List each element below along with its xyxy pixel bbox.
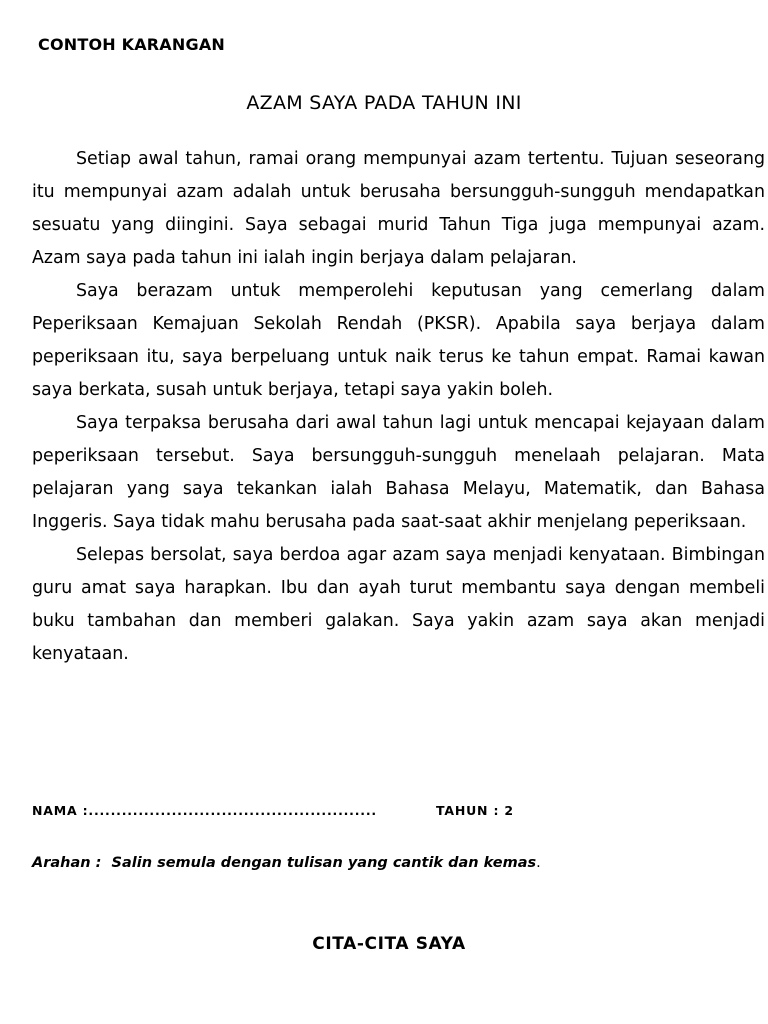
essay-paragraph: Selepas bersolat, saya berdoa agar azam saya menjadi kenyataan. Bimbingan guru amat saya harapkan. Ibu dan ayah turut membantu saya dengan membeli buku tambahan dan memberi galakan. Saya yakin azam saya akan menjadi kenyataan.: [32, 545, 765, 664]
instruction-label: Arahan :: [32, 855, 102, 871]
instruction-text: Salin semula dengan tulisan yang cantik dan kemas: [111, 855, 537, 871]
instruction: [32, 855, 541, 871]
essay-paragraph: Setiap awal tahun, ramai orang mempunyai azam tertentu. Tujuan seseorang itu mempunyai azam adalah untuk berusaha bersungguh-sungguh mendapatkan sesuatu yang diingini. Saya sebagai murid Tahun Tiga juga mempunyai azam. Azam saya pada tahun ini ialah ingin berjaya dalam pelajaran.: [32, 149, 765, 268]
essay-paragraph: Saya berazam untuk memperolehi keputusan yang cemerlang dalam Peperiksaan Kemajuan Sekolah Rendah (PKSR). Apabila saya berjaya dalam peperiksaan itu, saya berpeluang untuk naik terus ke tahun empat. Ramai kawan saya berkata, susah untuk berjaya, tetapi saya yakin boleh.: [32, 281, 765, 400]
instruction-period: .: [536, 855, 541, 871]
essay-body: [32, 143, 765, 671]
essay-paragraph: Saya terpaksa berusaha dari awal tahun lagi untuk mencapai kejayaan dalam peperiksaan tersebut. Saya bersungguh-sungguh menelaah pelajaran. Mata pelajaran yang saya tekankan ialah Bahasa Melayu, Matematik, dan Bahasa Inggeris. Saya tidak mahu berusaha pada saat-saat akhir menjelang peperiksaan.: [32, 413, 765, 532]
nama-field: NAMA :....................................................: [32, 803, 377, 818]
next-essay-title: CITA-CITA SAYA: [312, 934, 466, 954]
name-field-row: [32, 803, 514, 818]
tahun-field: TAHUN : 2: [436, 803, 514, 818]
essay-title: AZAM SAYA PADA TAHUN INI: [246, 92, 522, 114]
document-label: CONTOH KARANGAN: [38, 35, 225, 54]
